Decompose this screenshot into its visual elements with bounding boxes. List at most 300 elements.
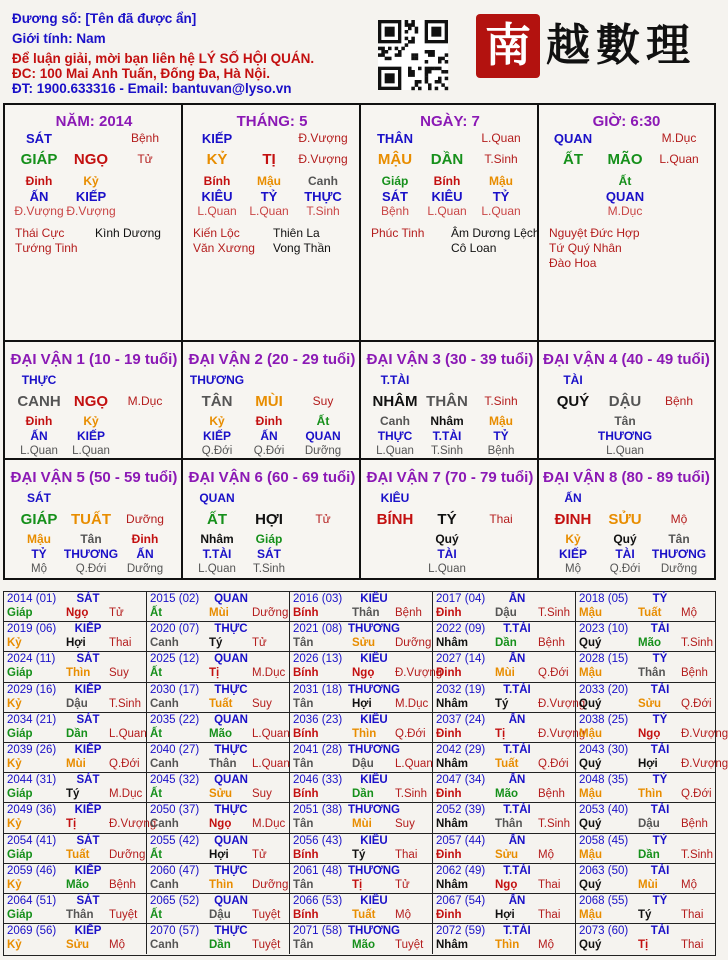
year-cell[interactable] <box>147 683 290 713</box>
year-cell[interactable] <box>576 803 715 833</box>
year-cell[interactable] <box>4 652 147 682</box>
luck-god: THƯƠNG <box>189 373 245 387</box>
year-stem: Canh <box>150 758 179 770</box>
hidden-stem: Kỷ <box>209 414 225 428</box>
year-god: KIÊU <box>360 895 388 907</box>
year-stage: L.Quan <box>252 727 290 740</box>
year-god: KIẾP <box>74 804 102 817</box>
year-label: 2061 (48) <box>293 864 343 877</box>
year-god: T.TÀI <box>503 683 531 696</box>
year-god: T.TÀI <box>503 623 531 636</box>
year-stem: Quý <box>579 939 602 952</box>
year-stem: Quý <box>579 878 602 891</box>
year-label: 2073 (60) <box>579 925 629 938</box>
year-stage: Bệnh <box>395 607 422 619</box>
year-god: ẤN <box>508 653 526 666</box>
luck-branch: THÂN <box>426 393 468 410</box>
year-branch: Dần <box>638 848 660 861</box>
hidden-god: ẤN <box>260 429 278 443</box>
year-label: 2046 (33) <box>293 774 343 787</box>
luck-stage: Tử <box>315 512 331 526</box>
year-branch: Thân <box>66 909 94 921</box>
year-cell[interactable] <box>576 773 715 803</box>
year-label: 2031 (18) <box>293 683 343 696</box>
year-branch: Tị <box>209 667 220 680</box>
year-branch: Dần <box>66 727 88 740</box>
year-label: 2072 (59) <box>436 925 486 938</box>
hidden-stage: T.Sinh <box>431 445 463 457</box>
year-cell[interactable] <box>147 803 290 833</box>
year-cell[interactable] <box>576 713 728 743</box>
year-label: 2049 (36) <box>7 804 57 817</box>
year-cell[interactable] <box>576 894 715 924</box>
year-stage: Tuyệt <box>252 909 281 921</box>
year-cell[interactable] <box>4 924 147 954</box>
year-branch: Mùi <box>66 758 86 770</box>
year-branch: Thân <box>209 758 237 770</box>
luck-cell <box>539 342 714 460</box>
luck-stem: TÂN <box>201 393 233 410</box>
year-stage: Tử <box>109 607 124 619</box>
year-label: 2028 (15) <box>579 653 629 666</box>
year-branch: Thân <box>352 607 380 619</box>
year-stem: Mậu <box>579 909 602 921</box>
year-cell[interactable] <box>4 864 147 894</box>
year-branch: Ngọ <box>209 818 232 831</box>
year-cell[interactable] <box>4 683 147 713</box>
year-stem: Giáp <box>7 909 33 921</box>
year-branch: Hợi <box>638 758 658 770</box>
year-cell[interactable] <box>290 773 433 803</box>
year-god: ẤN <box>508 593 526 605</box>
year-branch: Mão <box>495 788 518 801</box>
year-branch: Mùi <box>352 818 372 831</box>
year-cell[interactable] <box>576 652 715 682</box>
hidden-god: KIẾP <box>75 189 107 204</box>
year-label: 2043 (30) <box>579 744 629 756</box>
hidden-stage: Mộ <box>565 563 581 575</box>
year-label: 2047 (34) <box>436 774 486 787</box>
year-branch: Dậu <box>638 818 660 831</box>
pillar-branch-stage: T.Sinh <box>484 152 518 166</box>
year-stem: Quý <box>579 637 602 650</box>
year-cell[interactable] <box>290 683 433 713</box>
year-label: 2044 (31) <box>7 774 57 787</box>
year-stem: Mậu <box>579 607 602 619</box>
year-stage: Tuyệt <box>252 939 281 952</box>
star-left: Văn Xương <box>193 241 255 255</box>
year-stage: T.Sinh <box>538 607 570 619</box>
year-cell[interactable] <box>147 743 290 773</box>
year-label: 2022 (09) <box>436 623 486 636</box>
year-cell[interactable] <box>147 894 290 924</box>
luck-branch: DẬU <box>608 393 642 410</box>
year-god: THỰC <box>214 804 248 817</box>
pillar-stage: L.Quan <box>481 131 521 145</box>
year-cell[interactable] <box>290 592 433 622</box>
year-god: KIẾP <box>74 683 102 696</box>
star-right: Vong Thần <box>273 241 331 255</box>
year-cell[interactable] <box>4 894 147 924</box>
luck-stem: CANH <box>17 393 61 410</box>
year-label: 2050 (37) <box>150 804 200 817</box>
hidden-god: KIẾP <box>558 547 588 561</box>
luck-cell <box>539 460 714 578</box>
year-god: SÁT <box>76 713 100 726</box>
year-stem: Canh <box>150 697 179 710</box>
year-branch: Thân <box>638 667 666 680</box>
hidden-stage: L.Quan <box>197 204 237 218</box>
year-label: 2039 (26) <box>7 744 57 756</box>
year-label: 2042 (29) <box>436 744 486 756</box>
year-cell[interactable] <box>576 834 715 864</box>
year-branch: Tuất <box>495 758 519 770</box>
year-branch: Ngọ <box>352 667 375 680</box>
year-cell[interactable] <box>147 652 290 682</box>
pillar-stem: KỶ <box>206 151 228 168</box>
year-label: 2026 (13) <box>293 653 343 666</box>
year-stage: Suy <box>252 697 272 710</box>
year-stage: T.Sinh <box>681 637 713 650</box>
hidden-stem: Ất <box>618 174 632 188</box>
year-label: 2014 (01) <box>7 593 57 605</box>
year-god: SÁT <box>76 774 100 787</box>
year-cell[interactable] <box>147 864 290 894</box>
hidden-stage: Dưỡng <box>126 563 164 575</box>
year-stage: Thai <box>109 637 132 650</box>
year-cell[interactable] <box>4 622 147 652</box>
year-stem: Bính <box>293 727 319 740</box>
year-stem: Nhâm <box>436 637 468 650</box>
year-cell[interactable] <box>4 834 147 864</box>
year-stem: Ất <box>150 727 163 740</box>
hidden-god: QUAN <box>305 429 341 443</box>
hidden-god: ẤN <box>29 189 49 204</box>
year-branch: Tị <box>495 727 506 740</box>
year-label: 2057 (44) <box>436 834 486 847</box>
hidden-god: THƯƠNG <box>651 547 707 561</box>
year-cell[interactable] <box>147 834 290 864</box>
year-label: 2064 (51) <box>7 895 57 907</box>
year-stem: Mậu <box>579 848 602 861</box>
year-cell[interactable] <box>4 743 147 773</box>
hidden-god: TÀI <box>437 547 457 561</box>
year-stem: Đinh <box>436 848 462 861</box>
hidden-god: KIÊU <box>201 189 233 204</box>
hidden-god: THƯƠNG <box>63 547 119 561</box>
year-god: SÁT <box>76 653 100 666</box>
year-stem: Nhâm <box>436 878 468 891</box>
year-cell[interactable] <box>576 622 715 652</box>
luck-title: ĐẠI VẬN 3 (30 - 39 tuổi) <box>366 351 534 368</box>
hidden-god: SÁT <box>382 189 408 204</box>
year-stem: Tân <box>293 637 314 650</box>
year-god: KIẾP <box>74 744 102 756</box>
luck-stage: Dưỡng <box>126 512 164 526</box>
luck-stage: M.Dục <box>127 394 163 408</box>
year-god: TỶ <box>652 774 668 787</box>
year-cell[interactable] <box>576 592 715 622</box>
year-stem: Tân <box>293 939 314 952</box>
year-label: 2025 (12) <box>150 653 200 666</box>
year-cell[interactable] <box>433 652 576 682</box>
year-cell[interactable] <box>576 683 715 713</box>
gender-line: Giới tính: Nam <box>12 31 106 46</box>
hidden-god: THỰC <box>304 189 342 204</box>
year-label: 2060 (47) <box>150 864 200 877</box>
year-branch: Dần <box>352 788 374 801</box>
year-cell[interactable] <box>147 622 290 652</box>
luck-cell <box>183 342 361 460</box>
year-label: 2041 (28) <box>293 744 343 756</box>
year-label: 2066 (53) <box>293 895 343 907</box>
year-stage: Mộ <box>395 909 411 921</box>
year-cell[interactable] <box>433 864 576 894</box>
year-cell[interactable] <box>290 894 433 924</box>
year-cell[interactable] <box>4 773 147 803</box>
year-branch: Sửu <box>66 939 90 952</box>
year-label: 2021 (08) <box>293 623 343 636</box>
hidden-stage: L.Quan <box>428 563 466 575</box>
luck-stem: GIÁP <box>20 511 58 528</box>
year-label: 2048 (35) <box>579 774 629 787</box>
hidden-stage: Đ.Vượng <box>66 204 116 218</box>
year-stage: Tuyệt <box>109 909 138 921</box>
address-line: ĐC: 100 Mai Anh Tuấn, Đống Đa, Hà Nội. <box>12 66 271 81</box>
hidden-god: TỶ <box>492 189 510 204</box>
year-branch: Ngọ <box>638 727 661 740</box>
year-stage: Q.Đới <box>681 697 712 710</box>
year-stage: Đ.Vượng <box>395 667 443 680</box>
year-stage: Mộ <box>538 939 554 952</box>
seal-icon: 南 <box>476 14 540 78</box>
qr-code-icon[interactable] <box>378 20 448 90</box>
year-cell[interactable] <box>4 803 157 833</box>
year-cell[interactable] <box>433 803 576 833</box>
year-cell[interactable] <box>290 652 443 682</box>
hidden-stem: Giáp <box>255 532 283 546</box>
hidden-stem: Đinh <box>131 532 159 546</box>
year-cell[interactable] <box>147 773 290 803</box>
year-stem: Tân <box>293 878 314 891</box>
year-stem: Nhâm <box>436 758 468 770</box>
star-right: Cô Loan <box>451 241 497 255</box>
hidden-stage: Q.Đới <box>253 445 285 457</box>
year-stage: Suy <box>109 667 129 680</box>
year-stem: Ất <box>150 848 163 861</box>
pillar-branch-stage: L.Quan <box>659 152 699 166</box>
pillar-cell <box>361 105 539 342</box>
year-god: THƯƠNG <box>348 744 400 756</box>
year-stage: Mộ <box>109 939 125 952</box>
year-label: 2059 (46) <box>7 864 57 877</box>
year-cell[interactable] <box>433 743 576 773</box>
year-stage: L.Quan <box>395 758 433 770</box>
hidden-god: TỶ <box>260 189 278 204</box>
hidden-stem: Nhâm <box>430 414 464 428</box>
year-label: 2036 (23) <box>293 713 343 726</box>
year-cell[interactable] <box>290 622 433 652</box>
year-label: 2052 (39) <box>436 804 486 817</box>
year-cell[interactable] <box>147 713 290 743</box>
year-god: KIÊU <box>360 593 388 605</box>
year-branch: Dần <box>495 637 517 650</box>
year-god: TÀI <box>650 864 670 877</box>
year-label: 2027 (14) <box>436 653 486 666</box>
luck-stage: Bệnh <box>664 394 694 408</box>
hidden-stem: Kỷ <box>83 414 99 428</box>
year-cell[interactable] <box>433 773 576 803</box>
year-cell[interactable] <box>4 713 147 743</box>
year-god: SÁT <box>76 895 100 907</box>
year-branch: Mùi <box>638 878 658 891</box>
year-stage: Đ.Vượng <box>538 727 586 740</box>
annual-luck-table <box>3 591 728 956</box>
hidden-stage: L.Quan <box>249 204 289 218</box>
year-god: TÀI <box>650 925 670 938</box>
hidden-god: KIẾP <box>76 429 106 443</box>
year-branch: Ngọ <box>66 607 89 619</box>
hidden-god: KIÊU <box>431 189 463 204</box>
year-label: 2065 (52) <box>150 895 200 907</box>
hidden-stage: L.Quan <box>427 204 467 218</box>
year-cell[interactable] <box>147 592 290 622</box>
year-branch: Mão <box>638 637 661 650</box>
year-cell[interactable] <box>290 864 433 894</box>
year-stage: Thai <box>395 848 418 861</box>
brand-text: 越數理 <box>546 20 696 71</box>
year-stage: Mộ <box>681 607 697 619</box>
hidden-god: QUAN <box>605 189 645 204</box>
hidden-stem: Đinh <box>25 174 53 188</box>
year-stage: T.Sinh <box>395 788 427 801</box>
pillar-title: NĂM: 2014 <box>55 113 133 130</box>
year-cell[interactable] <box>290 743 433 773</box>
year-label: 2045 (32) <box>150 774 200 787</box>
year-stem: Bính <box>293 848 319 861</box>
year-cell[interactable] <box>576 864 715 894</box>
year-cell[interactable] <box>4 592 147 622</box>
year-stage: Thai <box>681 909 704 921</box>
year-god: KIẾP <box>74 925 102 938</box>
year-stage: Bệnh <box>681 667 708 680</box>
year-branch: Mão <box>352 939 375 952</box>
year-stage: Q.Đới <box>538 758 569 770</box>
hidden-stage: L.Quan <box>481 204 521 218</box>
year-cell[interactable] <box>433 622 576 652</box>
pillar-top-god: THÂN <box>376 131 414 146</box>
luck-cell <box>361 342 539 460</box>
year-label: 2037 (24) <box>436 713 486 726</box>
year-stage: L.Quan <box>252 758 290 770</box>
year-cell[interactable] <box>290 924 433 954</box>
year-cell[interactable] <box>433 683 586 713</box>
year-cell[interactable] <box>433 592 576 622</box>
year-stage: Đ.Vượng <box>109 818 157 831</box>
year-branch: Mão <box>209 727 232 740</box>
hidden-stage: L.Quan <box>72 445 110 457</box>
year-label: 2030 (17) <box>150 683 200 696</box>
year-cell[interactable] <box>147 924 290 954</box>
year-god: KIÊU <box>360 653 388 666</box>
star-right: Thiên La <box>273 226 320 240</box>
year-god: THƯƠNG <box>348 925 400 938</box>
four-pillars-chart <box>3 103 716 580</box>
year-stem: Giáp <box>7 788 33 801</box>
year-branch: Tý <box>495 697 509 710</box>
year-cell[interactable] <box>433 924 576 954</box>
hidden-god: T.TÀI <box>432 429 462 443</box>
year-stage: Q.Đới <box>395 727 426 740</box>
year-branch: Thìn <box>638 788 663 801</box>
year-label: 2054 (41) <box>7 834 57 847</box>
year-stage: Q.Đới <box>538 667 569 680</box>
year-cell[interactable] <box>576 924 715 954</box>
year-god: THƯƠNG <box>348 804 400 817</box>
year-god: KIÊU <box>360 713 388 726</box>
luck-stage: T.Sinh <box>484 394 518 408</box>
hidden-stem: Quý <box>435 532 459 546</box>
year-stage: M.Dục <box>109 788 143 801</box>
year-stage: M.Dục <box>395 697 429 710</box>
year-label: 2024 (11) <box>7 653 56 666</box>
year-cell[interactable] <box>290 713 433 743</box>
year-branch: Dậu <box>66 697 88 710</box>
year-label: 2033 (20) <box>579 683 629 696</box>
year-branch: Thìn <box>352 727 377 740</box>
year-cell[interactable] <box>290 803 433 833</box>
hidden-stage: L.Quan <box>20 445 58 457</box>
year-label: 2068 (55) <box>579 895 629 907</box>
year-label: 2018 (05) <box>579 593 629 605</box>
hidden-stem: Kỷ <box>565 532 581 546</box>
year-label: 2070 (57) <box>150 925 200 938</box>
year-branch: Dần <box>209 939 231 952</box>
luck-stage: Mộ <box>670 512 688 526</box>
hidden-god: TỶ <box>31 547 47 561</box>
year-cell[interactable] <box>433 713 586 743</box>
hidden-stem: Mậu <box>27 532 51 546</box>
year-god: QUAN <box>214 834 248 847</box>
year-cell[interactable] <box>576 743 728 773</box>
year-stem: Đinh <box>436 607 462 619</box>
year-cell[interactable] <box>433 894 576 924</box>
year-god: THƯƠNG <box>348 864 400 877</box>
owner-line: Đương số: [Tên đã được ẩn] <box>12 11 197 26</box>
year-stem: Canh <box>150 939 179 952</box>
year-god: QUAN <box>214 653 248 666</box>
year-branch: Tý <box>209 637 223 650</box>
pillar-title: GIỜ: 6:30 <box>592 113 661 130</box>
pillar-top-god: QUAN <box>553 131 593 146</box>
luck-stem: ẤT <box>207 511 227 528</box>
pillar-branch: DẦN <box>430 151 464 168</box>
star-left: Tướng Tinh <box>15 241 78 255</box>
year-stage: Dưỡng <box>252 878 289 891</box>
year-label: 2056 (43) <box>293 834 343 847</box>
year-cell[interactable] <box>433 834 576 864</box>
pillar-title: NGÀY: 7 <box>420 113 480 130</box>
year-label: 2053 (40) <box>579 804 629 817</box>
hidden-god: KIẾP <box>202 429 232 443</box>
year-branch: Dậu <box>495 607 517 619</box>
year-label: 2069 (56) <box>7 925 57 938</box>
pillar-stage: Đ.Vượng <box>298 131 348 145</box>
year-label: 2035 (22) <box>150 713 200 726</box>
year-cell[interactable] <box>290 834 433 864</box>
luck-branch: MÙI <box>255 393 283 410</box>
year-branch: Ngọ <box>495 878 518 891</box>
